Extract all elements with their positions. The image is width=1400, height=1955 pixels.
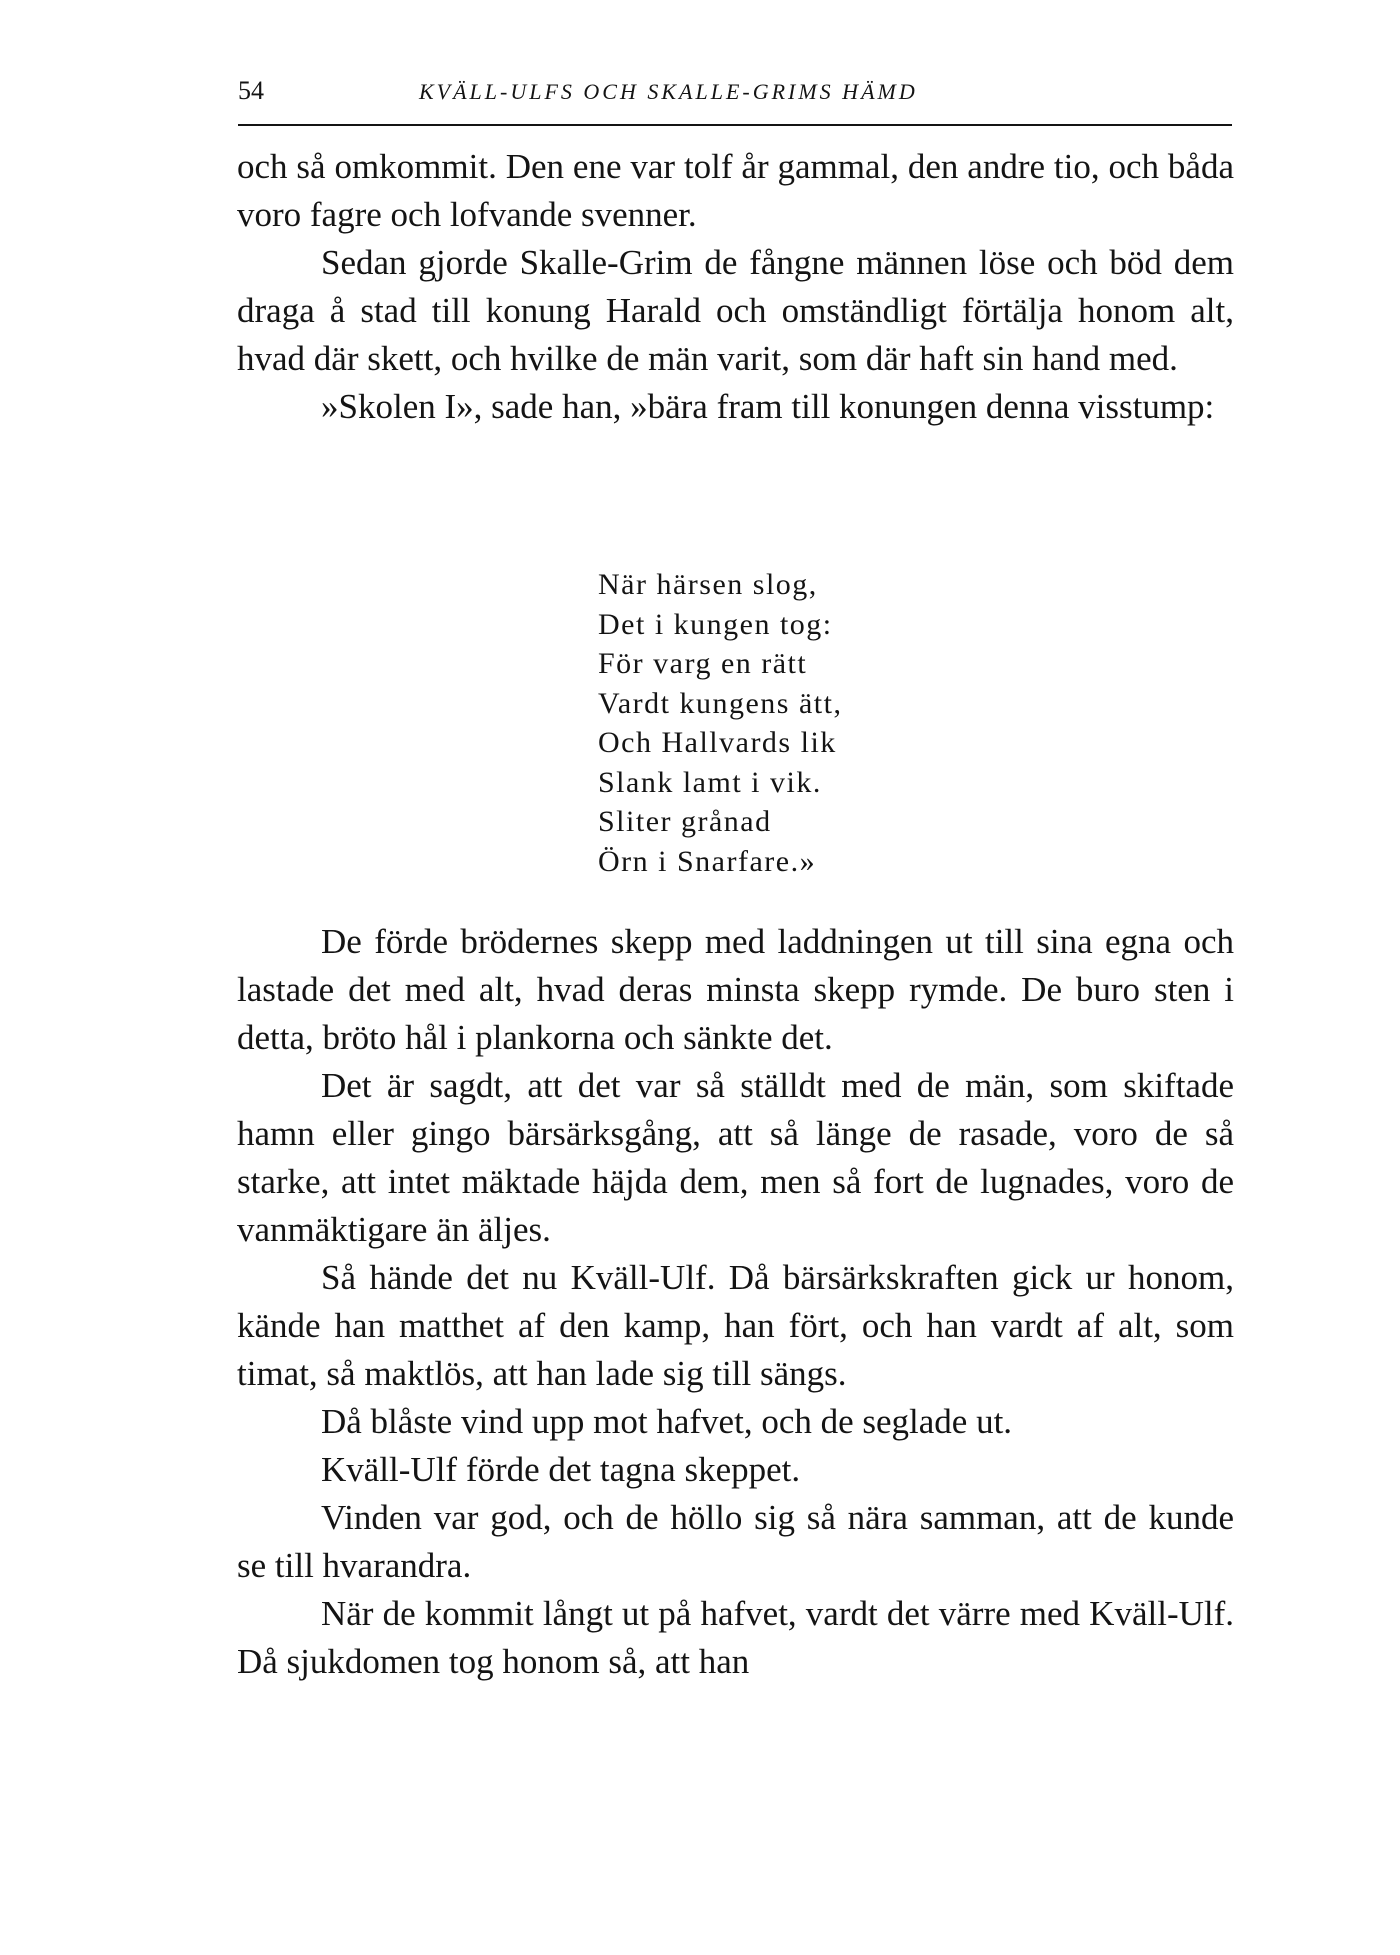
- running-title: KVÄLL-ULFS OCH SKALLE-GRIMS HÄMD: [419, 79, 918, 104]
- poem-line: Vardt kungens ätt,: [598, 686, 843, 720]
- page-header: [238, 76, 1232, 116]
- poem: [598, 565, 842, 881]
- paragraph: Då blåste vind upp mot hafvet, och de seglade ut.: [321, 1402, 1013, 1441]
- poem-line: Och Hallvards lik: [598, 726, 837, 759]
- paragraph: Kväll-Ulf förde det tagna skeppet.: [321, 1450, 801, 1489]
- poem-line: Sliter grånad: [598, 805, 772, 838]
- paragraph: När de kommit långt ut på hafvet, vardt det värre med Kväll-Ulf. Då sjukdomen tog honom så, att han: [237, 1594, 1234, 1681]
- poem-line: Örn i Snarfare.»: [598, 844, 817, 878]
- header-rule: [238, 124, 1232, 126]
- paragraph: De förde brödernes skepp med laddningen ut till sina egna och lastade det med alt, hvad deras minsta skepp rymde. De buro sten i detta, bröto hål i plankorna och sänkte det.: [237, 922, 1234, 1057]
- paragraph: »Skolen I», sade han, »bära fram till konungen denna visstump:: [321, 387, 1215, 426]
- body-text-upper: [237, 143, 1234, 431]
- paragraph: Så hände det nu Kväll-Ulf. Då bärsärkskraften gick ur honom, kände han matthet af den kamp, han fört, och han vardt af alt, som timat, så maktlös, att han lade sig till sängs.: [237, 1258, 1234, 1393]
- page-number: 54: [238, 76, 264, 105]
- paragraph: och så omkommit. Den ene var tolf år gammal, den andre tio, och båda voro fagre och lofvande svenner.: [237, 147, 1234, 234]
- paragraph: Vinden var god, och de höllo sig så nära samman, att de kunde se till hvarandra.: [237, 1498, 1234, 1585]
- paragraph: Sedan gjorde Skalle-Grim de fångne männen löse och böd dem draga å stad till konung Harald och omständligt förtälja honom alt, hvad där skett, och hvilke de män varit, som där haft sin hand med.: [237, 243, 1234, 378]
- poem-line: När härsen slog,: [598, 568, 818, 601]
- poem-line: Slank lamt i vik.: [598, 765, 822, 799]
- poem-line: För varg en rätt: [598, 647, 808, 680]
- paragraph: Det är sagdt, att det var så ställdt med de män, som skiftade hamn eller gingo bärsärksgång, att så länge de rasade, voro de så starke, att intet mäktade häjda dem, men så fort de lugnades, voro de vanmäktigare än äljes.: [237, 1066, 1234, 1249]
- poem-line: Det i kungen tog:: [598, 607, 833, 641]
- body-text-lower: [237, 918, 1234, 1686]
